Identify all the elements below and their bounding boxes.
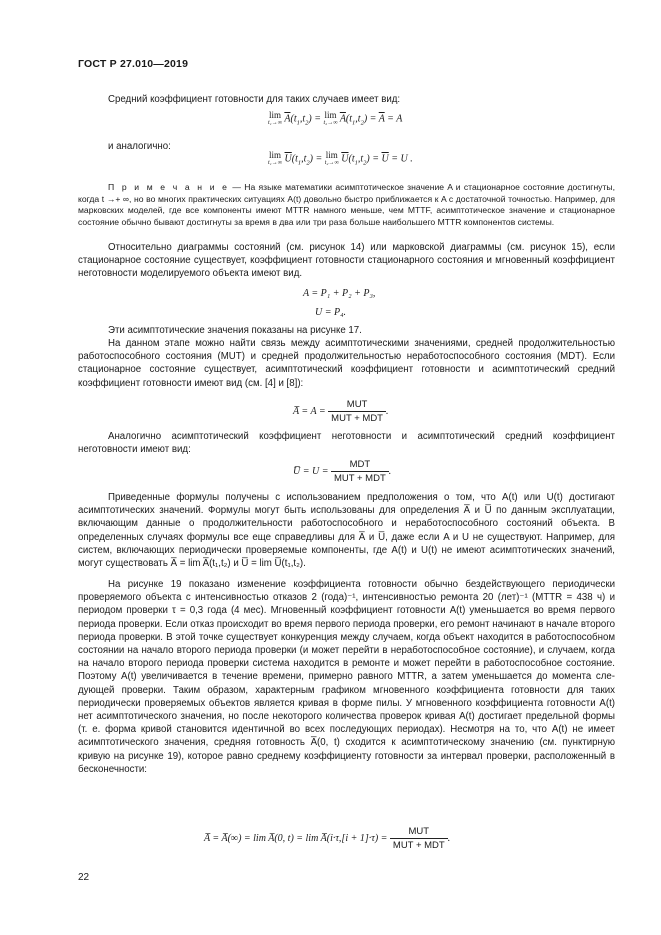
formula-6-denominator: MUT + MDT xyxy=(392,840,445,851)
formula-4-fraction xyxy=(328,399,386,424)
formula-5-lhs: U̅ = U = xyxy=(293,465,329,477)
formula-5-denominator: MUT + MDT xyxy=(333,473,386,484)
formula-4-lhs: A̅ = A = xyxy=(293,405,326,417)
formula-5: U̅ = U = $\frac{\text{MDT}}{\text{MUT + MDT}}$ . xyxy=(293,459,392,484)
note-paragraph xyxy=(78,182,615,228)
formula-4-denominator: MUT + MDT xyxy=(331,413,383,424)
formula-3b: U = P₄. xyxy=(315,307,347,318)
paragraph-2: и аналогично: xyxy=(108,141,171,152)
formula-6-fraction xyxy=(390,826,448,851)
paragraph-5: На данном этапе можно найти связь между асимптотическими значениями, средней продолжительностью работоспособного состояния (MUT) и средней продолжительностью неработоспособного состояния (MDT). Если стационарное состояние существует, асимптотический коэффициент готовности и асимптотический средний коэффициент готовности имеют вид (см. [4] и [8]): xyxy=(78,338,615,389)
formula-6-lhs: A̅ = A̅(∞) = lim A̅(0, t) = lim A̅(i·τ,[i + 1]·τ) = xyxy=(204,832,388,844)
formula-6: A̅ = A̅(∞) = lim A̅(0, t) = lim A̅(i·τ,[i + 1]·τ) = $\frac{\text{MUT}}{\text{MUT + MDT}}$ . xyxy=(204,826,451,851)
formula-3a: A = P₁ + P₂ + P₃, xyxy=(303,288,376,299)
page-number: 22 xyxy=(78,872,90,883)
formula-6-numerator: MUT xyxy=(390,826,448,839)
paragraph-6: Аналогично асимптотический коэффициент неготовности и асимптотический средний коэффициент неготовности имеют вид: xyxy=(78,431,615,456)
paragraph-1: Средний коэффициент готовности для таких случаев имеет вид: xyxy=(108,94,401,105)
paragraph-7: Приведенные формулы получены с использованием предположения о том, что A(t) или U(t) достигают асимптотических значений. Формулы могут быть использованы для определения A̅ и U̅ по данным эксплуатации, включающим данные о продолжительности работоспособного и неработоспособного состояний объекта. В определенных случаях формулы все еще справедливы для A̅ и U̅, даже если A и U не существуют. Например, для систем, включающих периодически проверяемые компоненты, где A(t) и U(t) не имеют асимптотических значений, могут существовать A̅ = lim A̅(t₁,t₂) и U̅ = lim U̅(t₁,t₂). xyxy=(78,492,615,570)
formula-1: lim t₁→∞ $\overline{A}(t_1,t_2)$ = lim t₂→∞ $\overline{A}(t_1,t_2) = \overline{A} = A$ xyxy=(268,110,403,127)
document-header: ГОСТ Р 27.010—2019 xyxy=(78,58,189,70)
formula-4-numerator: MUT xyxy=(328,399,386,412)
formula-4: A̅ = A = $\frac{\text{MUT}}{\text{MUT + MDT}}$ . xyxy=(293,399,389,424)
formula-5-numerator: MDT xyxy=(331,459,389,472)
paragraph-4: Эти асимптотические значения показаны на рисунке 17. xyxy=(108,325,362,336)
formula-5-fraction xyxy=(331,459,389,484)
paragraph-3: Относительно диаграммы состояний (см. рисунок 14) или марковской диаграммы (см. рисунок 15), если стационарное состояние существует, коэффициент готовности стационарного состояния и мгновенный коэффициент неготовности моделируемого объекта имеют вид. xyxy=(78,242,615,280)
formula-2: lim t₁→∞ $\overline{U}(t_1,t_2)$ = lim t₂→∞ $\overline{U}(t_1,t_2) = \overline{U} = U$ . xyxy=(268,150,413,167)
note-text: — На языке математики асимптотическое значение A и стационарное состояние достигнуты, когда t →+ ∞, но во многих практических ситуациях A(t) довольно быстро приближается к A с достаточной точностью. Например, для марковских моделей, где все компоненты имеют MTTR намного меньше, чем MTTF, асимптотическое значение и стационарное состояние обычно бывают достигнуты за время в два или три раза больше наибольшего MTTR компонентов системы. xyxy=(78,182,615,227)
paragraph-8: На рисунке 19 показано изменение коэффициента готовности обычно бездействующего периодически проверяемого объекта с интенсивностью отказов 2 (года)⁻¹, интенсивностью ремонта 20 (лет)⁻¹ (MTTR = 438 ч) и периодом проверки τ = 0,3 года (4 мес). Мгновенный коэффициент готовности A(t) уменьшается во время первого периода проверки. Если отказ происходит во время первого периода проверки, его ремонт начинают в начале второго периода проверки. В этой точке существует конкуренция между случаем, когда объект находится в работоспособном состоянии на начало второго периода проверки (и может перейти в неработоспособное состояние), и случаем, когда на начало второго периода проверки система находится в ремонте и может перейти в работоспособное состояние. Поэтому A(t) увеличивается в течение времени, примерно равного MTTR, а затем уменьшается до момента следующей проверки. Таким образом, характерным графиком мгновенного коэффициента готовности для таких периодически проверяемых объектов является кривая в форме пилы. У мгновенного коэффициента готовности A(t) нет асимптотического значения, но после некоторого количества проверок кривая A(t) достигает предельной формы (т. е. форма кривой становится идентичной во всех последующих периодах). Несмотря на то, что A(t) не имеет асимптотического значения, средняя готовность A̅(0, t) сходится к асимптотическому значению (см. пунктирную кривую на рисунке 19), которое равно среднему коэффициенту готовности за интервал проверки, расположенный в бесконечности: xyxy=(78,579,615,775)
note-label: П р и м е ч а н и е xyxy=(108,182,230,192)
